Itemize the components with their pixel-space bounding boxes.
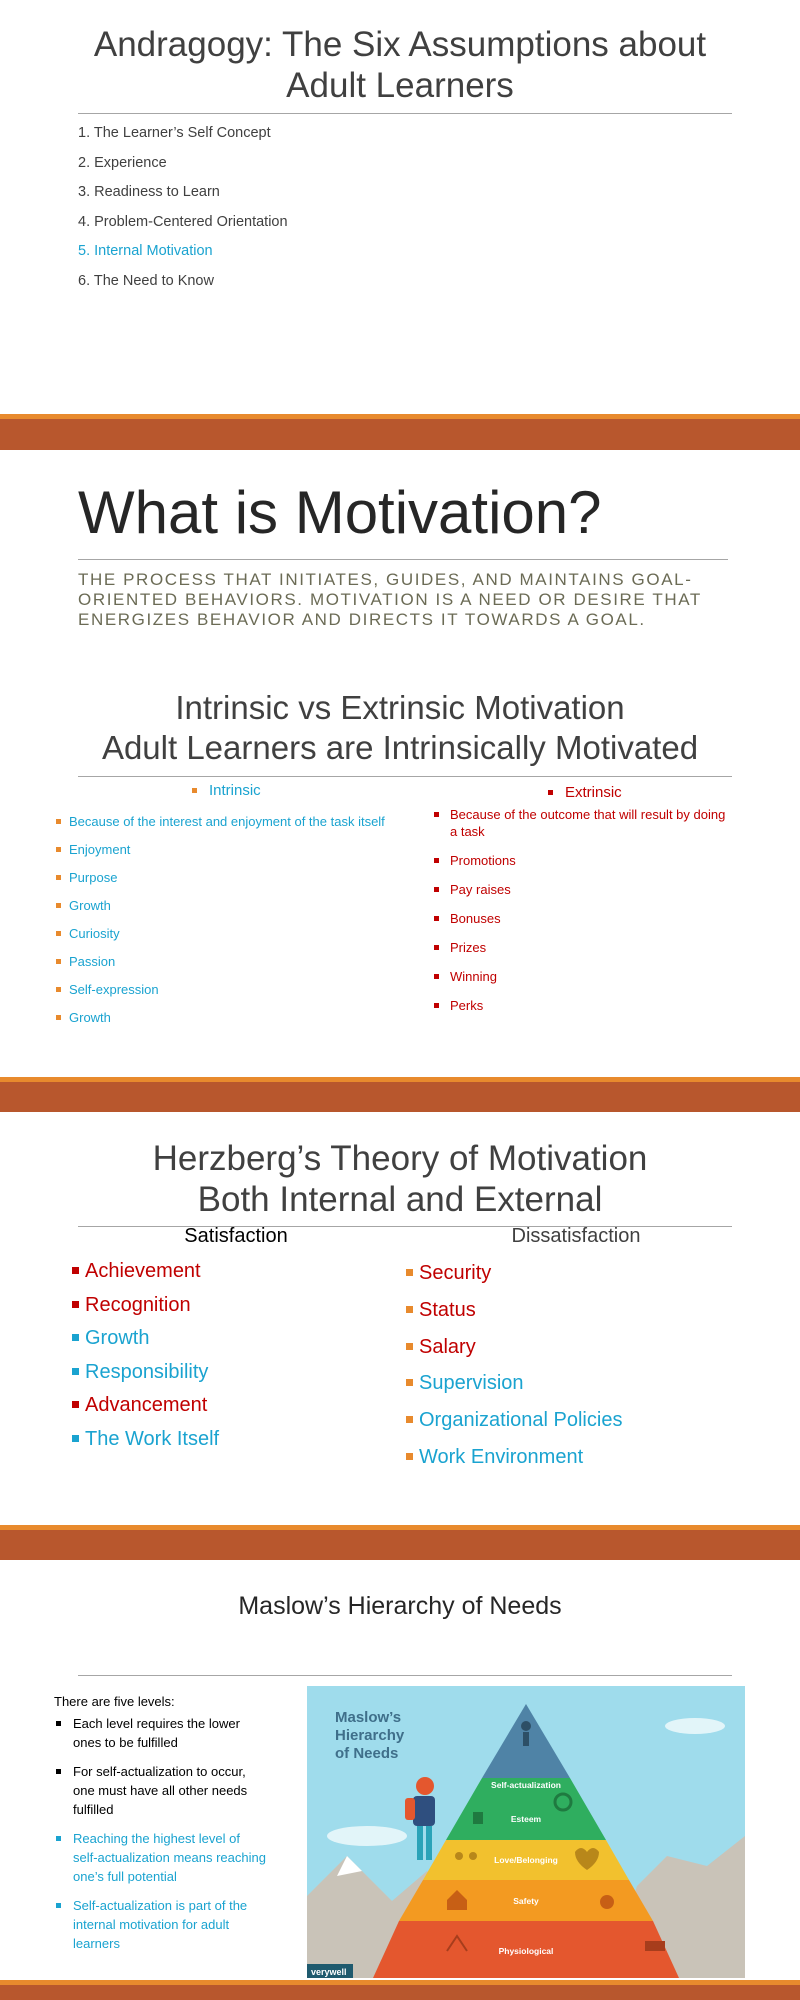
- extrinsic-list: [434, 806, 734, 1026]
- slide-title: [60, 1138, 740, 1220]
- definition-text: THE PROCESS THAT INITIATES, GUIDES, AND MAINTAINS GOAL-ORIENTED BEHAVIORS. MOTIVATION IS A NEED OR DESIRE THAT ENERGIZES BEHAVIOR AND DIRECTS IT TOWARDS A GOAL.: [78, 570, 702, 629]
- list-item: [72, 1292, 219, 1326]
- levels-list: [56, 1714, 266, 1963]
- list-item-text: Recognition: [85, 1293, 191, 1316]
- bullet-icon: [406, 1269, 413, 1276]
- list-item: [56, 982, 386, 998]
- list-item-text: Reaching the highest level of self-actualization means reaching one’s full potential: [73, 1831, 266, 1884]
- list-item: [434, 939, 734, 956]
- list-item: [56, 1829, 266, 1886]
- level-label-esteem: Esteem: [510, 1814, 542, 1824]
- list-item: [406, 1407, 622, 1444]
- list-item-text: Growth: [69, 898, 111, 913]
- list-item: [56, 1762, 266, 1819]
- list-item-text: Status: [419, 1298, 476, 1321]
- title-divider: [78, 1675, 732, 1676]
- bullet-icon: [72, 1301, 79, 1308]
- bed-icon: [645, 1941, 665, 1951]
- illustration-heading-line-2: Hierarchy: [335, 1727, 405, 1744]
- list-item: [56, 954, 386, 970]
- assumptions-list: [78, 122, 288, 300]
- list-item: [406, 1444, 622, 1481]
- list-item: [56, 898, 386, 914]
- list-item: [72, 1426, 219, 1460]
- thumbs-up-icon: [473, 1812, 483, 1824]
- comparison-title: [60, 688, 740, 768]
- list-item-text: Responsibility: [85, 1360, 209, 1383]
- person-icon-body: [523, 1732, 529, 1746]
- list-item: 6. The Need to Know: [78, 272, 214, 289]
- bullet-icon: [406, 1379, 413, 1386]
- slide-title: Andragogy: The Six Assumptions about Adult Learners: [93, 25, 707, 105]
- bullet-icon: [72, 1401, 79, 1408]
- list-item: 4. Problem-Centered Orientation: [78, 213, 288, 230]
- list-item: [56, 1010, 386, 1026]
- list-item-text: Work Environment: [419, 1445, 584, 1468]
- dissatisfaction-list: [406, 1260, 622, 1481]
- list-item: [434, 881, 734, 898]
- person-icon: [521, 1721, 531, 1731]
- comparison-title-line-2: Adult Learners are Intrinsically Motivated: [101, 729, 699, 766]
- illustration-heading-line-3: of Needs: [335, 1745, 399, 1762]
- list-item: [434, 852, 734, 869]
- list-item-text: Promotions: [450, 853, 516, 868]
- bullet-icon: [72, 1334, 79, 1341]
- list-item: [406, 1370, 622, 1407]
- list-item: [434, 910, 734, 927]
- level-label-physiological: Physiological: [498, 1946, 554, 1956]
- level-label-self-actualization: Self-actualization: [491, 1780, 561, 1790]
- bullet-icon: [434, 945, 439, 950]
- bullet-icon: [56, 1015, 61, 1020]
- slide-andragogy: [0, 0, 800, 418]
- bullet-icon: [548, 790, 553, 795]
- list-item-text: The Work Itself: [85, 1427, 220, 1450]
- bullet-icon: [56, 1769, 61, 1774]
- list-item: [406, 1297, 622, 1334]
- slide-title: What is Motivation?: [78, 479, 602, 546]
- bullet-icon: [56, 903, 61, 908]
- bullet-icon: [434, 812, 439, 817]
- list-item: 2. Experience: [78, 154, 167, 171]
- list-item-text: Winning: [450, 969, 497, 984]
- bullet-icon: [406, 1306, 413, 1313]
- list-item-text: Self-actualization is part of the internal motivation for adult learners: [73, 1898, 248, 1951]
- comparison-title-line-1: Intrinsic vs Extrinsic Motivation: [175, 689, 625, 726]
- bullet-icon: [56, 959, 61, 964]
- section-divider: [78, 776, 732, 777]
- list-item: [406, 1260, 622, 1297]
- list-item-text: Because of the interest and enjoyment of the task itself: [69, 814, 385, 829]
- list-item: [56, 1714, 266, 1752]
- bullet-icon: [56, 819, 61, 824]
- list-item: 3. Readiness to Learn: [78, 184, 220, 201]
- list-item-text: Security: [419, 1262, 492, 1284]
- slide-title-line-2: Both Internal and External: [197, 1180, 603, 1219]
- climber-backpack-icon: [405, 1798, 415, 1820]
- extrinsic-heading-label: Extrinsic: [565, 784, 622, 801]
- intrinsic-list: [56, 814, 386, 1038]
- list-item-text: Supervision: [419, 1372, 524, 1395]
- list-item-text: Achievement: [85, 1260, 201, 1282]
- illustration-heading-line-1: Maslow’s: [335, 1709, 402, 1726]
- bullet-icon: [434, 887, 439, 892]
- bullet-icon: [56, 987, 61, 992]
- list-item: [56, 842, 386, 858]
- slide-title-line-1: Herzberg’s Theory of Motivation: [152, 1139, 648, 1178]
- levels-intro: There are five levels:: [54, 1694, 175, 1709]
- title-divider: [78, 113, 732, 114]
- title-divider: [78, 559, 728, 560]
- slide-divider-band: [0, 1525, 800, 1562]
- bullet-icon: [56, 1836, 61, 1841]
- climber-leg-icon: [426, 1826, 432, 1860]
- cloud-shape: [665, 1718, 725, 1734]
- list-item-text: Salary: [419, 1335, 476, 1358]
- list-item: [434, 968, 734, 985]
- list-item-highlighted: 5. Internal Motivation: [78, 243, 213, 260]
- intrinsic-heading-label: Intrinsic: [209, 782, 261, 799]
- bullet-icon: [56, 931, 61, 936]
- list-item: [434, 806, 734, 840]
- level-label-love-belonging: Love/Belonging: [494, 1855, 558, 1865]
- list-item-text: Pay raises: [450, 882, 511, 897]
- satisfaction-list: [72, 1258, 219, 1460]
- list-item: [56, 814, 386, 830]
- satisfaction-heading: Satisfaction: [184, 1225, 288, 1247]
- list-item-text: Perks: [450, 998, 484, 1013]
- bullet-icon: [56, 1903, 61, 1908]
- bullet-icon: [406, 1416, 413, 1423]
- slide-herzberg: [0, 1112, 800, 1527]
- list-item: [56, 870, 386, 886]
- bullet-icon: [434, 1003, 439, 1008]
- list-item: 1. The Learner’s Self Concept: [78, 125, 271, 141]
- list-item: [72, 1392, 219, 1426]
- slide-maslow: [0, 1560, 800, 1980]
- list-item-text: Self-expression: [69, 982, 159, 997]
- list-item: [406, 1334, 622, 1371]
- list-item-text: Growth: [69, 1010, 111, 1025]
- list-item: [72, 1359, 219, 1393]
- dissatisfaction-heading: Dissatisfaction: [511, 1225, 641, 1247]
- list-item-text: Organizational Policies: [419, 1409, 623, 1432]
- bullet-icon: [72, 1435, 79, 1442]
- list-item-text: Purpose: [69, 870, 118, 885]
- climber-helmet-icon: [416, 1777, 434, 1795]
- list-item-text: Advancement: [85, 1394, 208, 1417]
- list-item: [72, 1325, 219, 1359]
- bullet-icon: [56, 847, 61, 852]
- bullet-icon: [434, 974, 439, 979]
- list-item-text: Because of the outcome that will result by doing a task: [450, 807, 726, 839]
- list-item-text: Growth: [85, 1327, 150, 1350]
- climber-body-icon: [413, 1796, 435, 1826]
- slide-divider-band: [0, 1980, 800, 2000]
- level-label-safety: Safety: [513, 1896, 539, 1906]
- list-item-text: Enjoyment: [69, 842, 131, 857]
- people-icon: [469, 1852, 477, 1860]
- list-item: [72, 1258, 219, 1292]
- list-item-text: Each level requires the lower ones to be fulfilled: [73, 1716, 240, 1750]
- money-bag-icon: [600, 1895, 614, 1909]
- bullet-icon: [56, 875, 61, 880]
- bullet-icon: [72, 1368, 79, 1375]
- list-item: [434, 997, 734, 1014]
- list-item-text: For self-actualization to occur, one must have all other needs fulfilled: [73, 1764, 248, 1817]
- list-item-text: Bonuses: [450, 911, 501, 926]
- bullet-icon: [72, 1267, 79, 1274]
- climber-leg-icon: [417, 1826, 423, 1860]
- list-item: [56, 1896, 266, 1953]
- brand-logo-text: verywell: [311, 1967, 347, 1977]
- list-item: [56, 926, 386, 942]
- bullet-icon: [434, 916, 439, 921]
- bullet-icon: [406, 1453, 413, 1460]
- list-item-text: Prizes: [450, 940, 487, 955]
- extrinsic-heading: [548, 784, 622, 801]
- cloud-shape: [327, 1826, 407, 1846]
- slide-title: Maslow’s Hierarchy of Needs: [238, 1592, 562, 1620]
- list-item-text: Passion: [69, 954, 116, 969]
- bullet-icon: [192, 788, 197, 793]
- list-item-text: Curiosity: [69, 926, 120, 941]
- slide-divider-band: [0, 1077, 800, 1112]
- people-icon: [455, 1852, 463, 1860]
- maslow-pyramid-illustration: [307, 1686, 745, 1978]
- intrinsic-heading: [192, 782, 261, 799]
- bullet-icon: [434, 858, 439, 863]
- bullet-icon: [406, 1343, 413, 1350]
- slide-divider-band: [0, 414, 800, 450]
- slide-motivation: [0, 450, 800, 1078]
- bullet-icon: [56, 1721, 61, 1726]
